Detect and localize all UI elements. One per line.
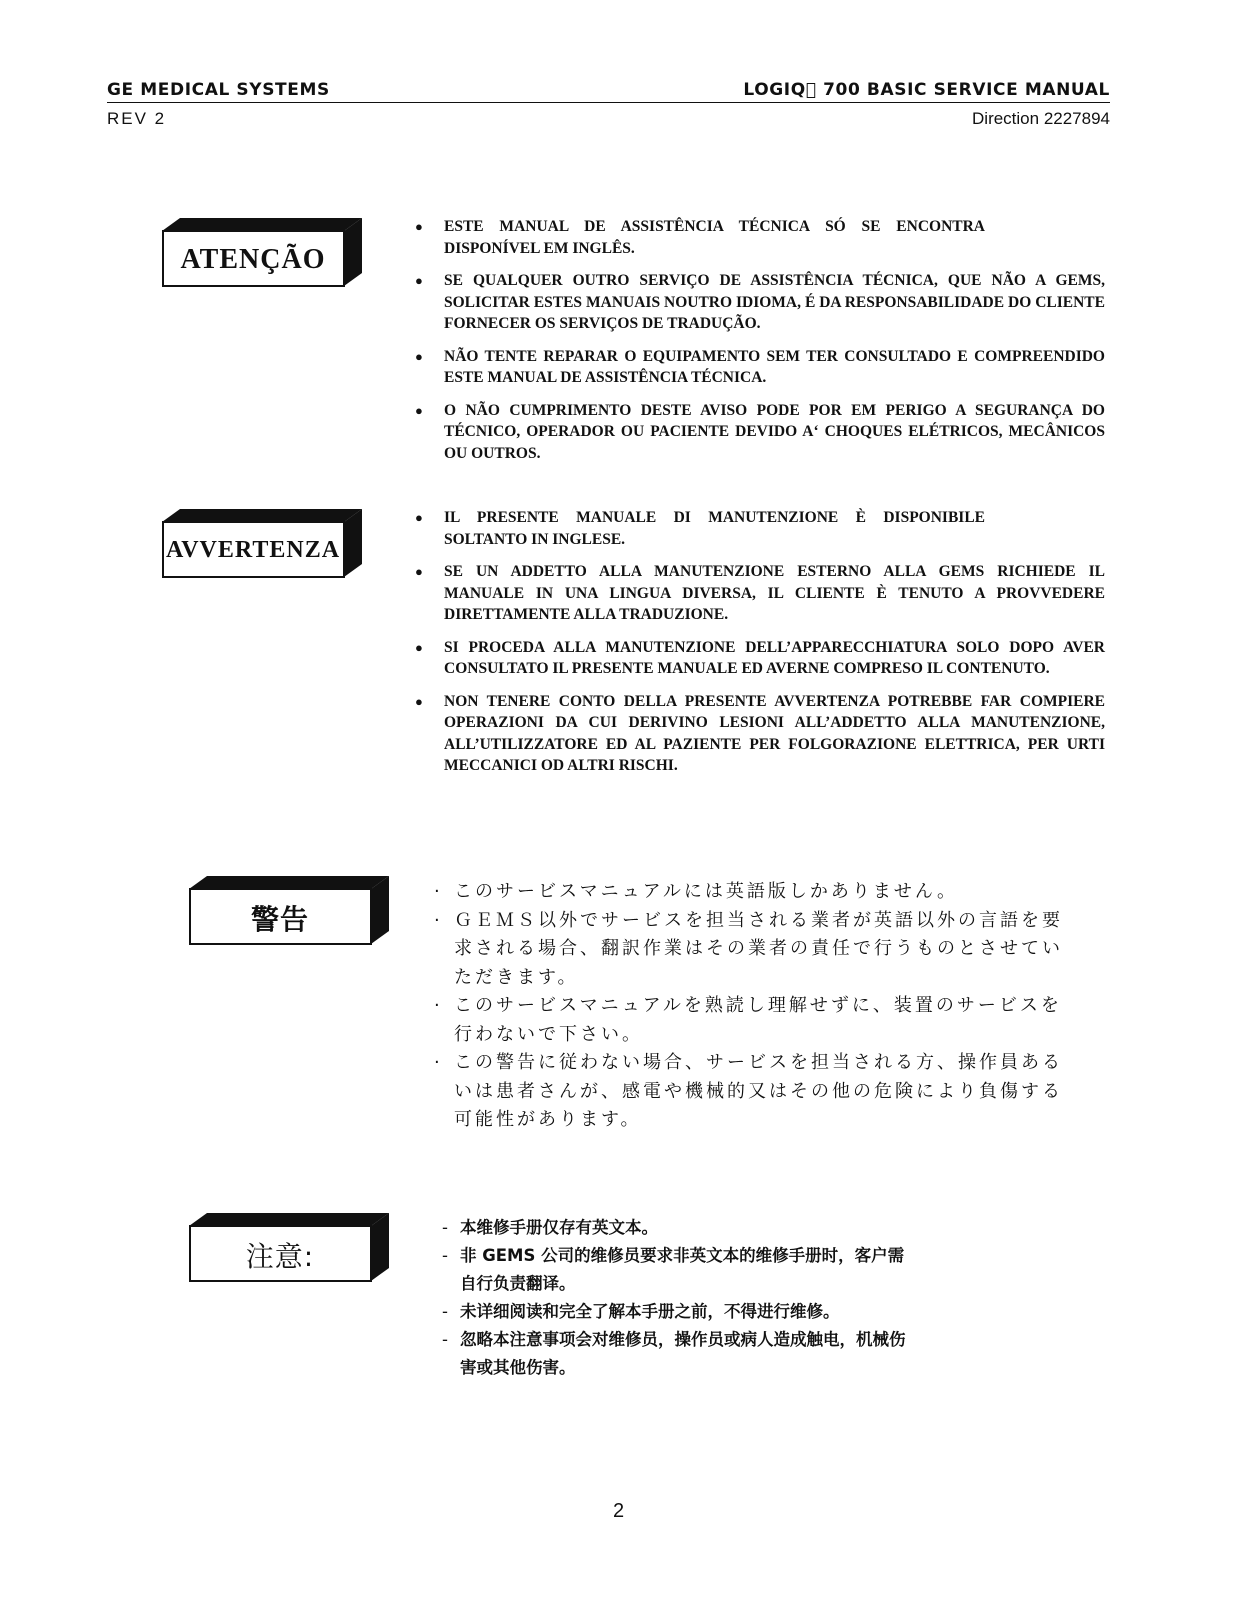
warning-label: ATENÇÃO [180,243,326,275]
list-item: · ＧＥＭＳ以外でサービスを担当される業者が英語以外の言語を要求される場合、翻訳作業はその業者の責任で行うものとさせていただきます。 [432,907,1072,993]
list-item: · このサービスマニュアルを熟読し理解せずに、装置のサービスを行わないで下さい。 [432,992,1072,1049]
list-item: - 非 GEMS 公司的维修员要求非英文本的维修手册时，客户需自行负责翻译。 [440,1242,920,1298]
manual-title: LOGIQ  700 BASIC SERVICE MANUAL [743,80,1110,100]
list-item: ● SE UN ADDETTO ALLA MANUTENZIONE ESTERNO ALLA GEMS RICHIEDE IL MANUALE IN UNA LINGUA DIVERSA, IL CLIENTE È TENUTO A PROVVEDERE DIRETTAMENTE ALLA TRADUZIONE. [415,561,1105,626]
list-item: ● ESTE MANUAL DE ASSISTÊNCIA TÉCNICA SÓ SE ENCONTRA DISPONÍVEL EM INGLÊS. [415,216,1105,259]
list-item: ● IL PRESENTE MANUALE DI MANUTENZIONE È DISPONIBILE SOLTANTO IN INGLESE. [415,507,1105,550]
warning-label-box [162,509,362,579]
list-item: ● NON TENERE CONTO DELLA PRESENTE AVVERTENZA POTREBBE FAR COMPIERE OPERAZIONI DA CUI DERIVINO LESIONI ALL’ADDETTO ALLA MANUTENZIONE, ALL’UTILIZZATORE ED AL PAZIENTE PER FOLGORAZIONE ELETTRICA, PER URTI MECCANICI OD ALTRI RISCHI. [415,691,1105,777]
page-number: 2 [612,1500,625,1522]
list-item: ● NÃO TENTE REPARAR O EQUIPAMENTO SEM TER CONSULTADO E COMPREENDIDO ESTE MANUAL DE ASSISTÊNCIA TÉCNICA. [415,346,1105,389]
warning-label-box [189,1213,389,1283]
list-item: · この警告に従わない場合、サービスを担当される方、操作員あるいは患者さんが、感電や機械的又はその他の危険により負傷する可能性があります。 [432,1049,1072,1135]
company-name: GE MEDICAL SYSTEMS [107,80,330,100]
header-rule [107,102,1110,103]
list-item: - 未详细阅读和完全了解本手册之前，不得进行维修。 [440,1298,920,1326]
warning-label: 警告 [250,902,309,936]
list-item: - 本维修手册仅存有英文本。 [440,1214,920,1242]
warning-list [415,507,1105,788]
list-item: ● SE QUALQUER OUTRO SERVIÇO DE ASSISTÊNCIA TÉCNICA, QUE NÃO A GEMS, SOLICITAR ESTES MANUAIS NOUTRO IDIOMA, É DA RESPONSABILIDADE DO CLIENTE FORNECER OS SERVIÇOS DE TRADUÇÃO. [415,270,1105,335]
list-item: ● SI PROCEDA ALLA MANUTENZIONE DELL’APPARECCHIATURA SOLO DOPO AVER CONSULTATO IL PRESENTE MANUALE ED AVERNE COMPRESO IL CONTENUTO. [415,637,1105,680]
warning-list [440,1214,920,1382]
page-header [107,80,1110,129]
warning-label: AVVERTENZA [165,537,341,563]
list-item: ● O NÃO CUMPRIMENTO DESTE AVISO PODE POR EM PERIGO A SEGURANÇA DO TÉCNICO, OPERADOR OU PACIENTE DEVIDO A‘ CHOQUES ELÉTRICOS, MECÂNICOS OU OUTROS. [415,400,1105,465]
list-item: · このサービスマニュアルには英語版しかありません。 [432,878,1072,907]
revision: REV 2 [107,109,167,128]
list-item: - 忽略本注意事项会对维修员，操作员或病人造成触电，机械伤害或其他伤害。 [440,1326,920,1382]
warning-label-box [189,876,389,946]
warning-label-box [162,218,362,288]
warning-list [415,216,1105,475]
warning-label: 注意: [245,1239,315,1273]
warning-list [432,878,1072,1135]
direction-number: Direction 2227894 [972,109,1110,128]
